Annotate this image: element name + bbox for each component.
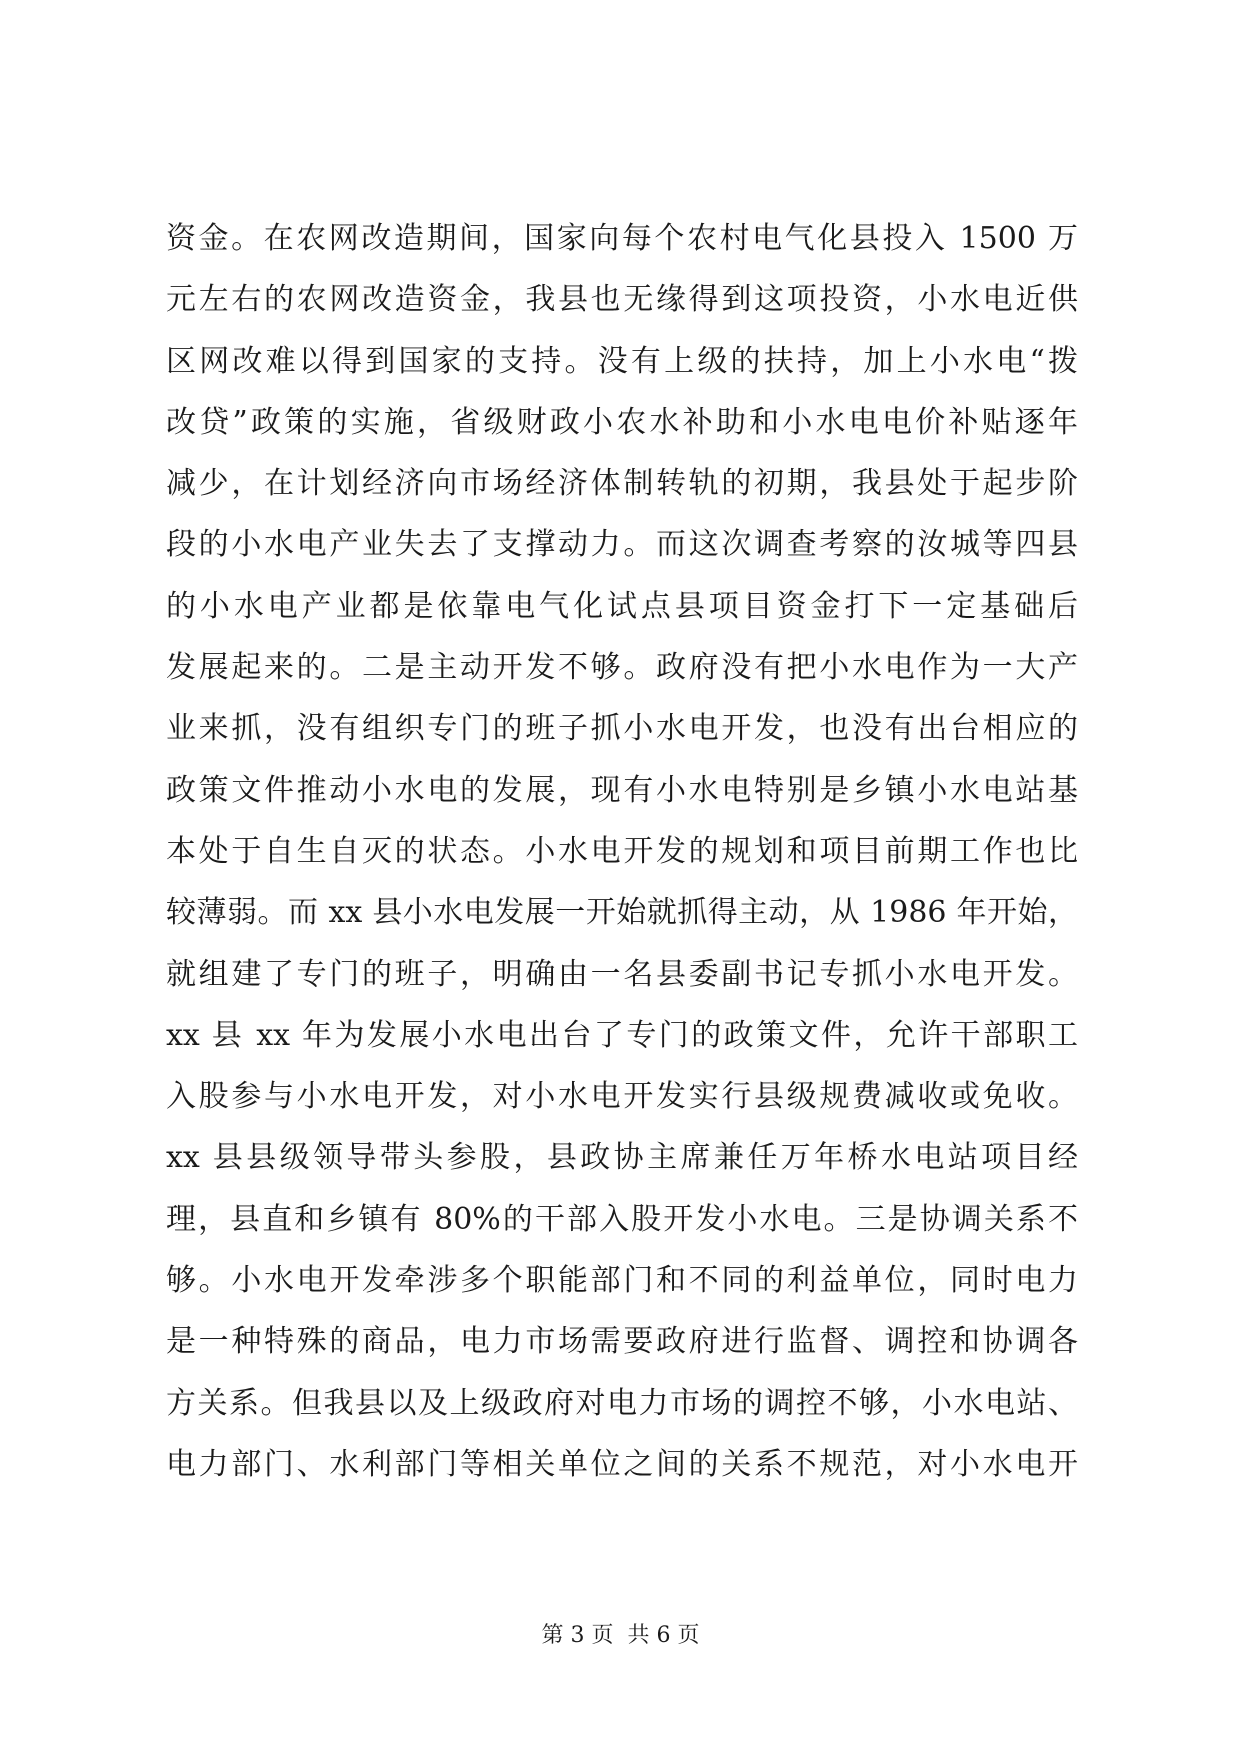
text-line: xx 县县级领导带头参股，县政协主席兼任万年桥水电站项目经 [166, 1140, 1078, 1176]
text-line: 较薄弱。而 xx 县小水电发展一开始就抓得主动，从 1986 年开始， [166, 895, 1078, 931]
text-line: 本处于自生自灭的状态。小水电开发的规划和项目前期工作也比 [166, 833, 1078, 869]
text-line: 改贷”政策的实施，省级财政小农水补助和小水电电价补贴逐年 [166, 404, 1078, 440]
text-line: 是一种特殊的商品，电力市场需要政府进行监督、调控和协调各 [166, 1324, 1078, 1360]
page-footer [0, 1618, 1241, 1649]
text-line: 的小水电产业都是依靠电气化试点县项目资金打下一定基础后 [166, 588, 1078, 624]
text-line: 入股参与小水电开发，对小水电开发实行县级规费减收或免收。 [166, 1079, 1078, 1115]
text-line: 元左右的农网改造资金，我县也无缘得到这项投资，小水电近供 [166, 282, 1078, 318]
body-text [166, 208, 1078, 1495]
page-total: 共 6 页 [627, 1623, 700, 1648]
text-line: 方关系。但我县以及上级政府对电力市场的调控不够，小水电站、 [166, 1385, 1078, 1421]
text-line: 电力部门、水利部门等相关单位之间的关系不规范，对小水电开 [166, 1446, 1078, 1482]
text-line: 政策文件推动小水电的发展，现有小水电特别是乡镇小水电站基 [166, 772, 1078, 808]
text-line: 资金。在农网改造期间，国家向每个农村电气化县投入 1500 万 [166, 221, 1078, 256]
text-line: 区网改难以得到国家的支持。没有上级的扶持，加上小水电“拨 [166, 343, 1078, 379]
text-line: 够。小水电开发牵涉多个职能部门和不同的利益单位，同时电力 [166, 1263, 1078, 1299]
page-number: 第 3 页 [541, 1623, 614, 1648]
text-line: xx 县 xx 年为发展小水电出台了专门的政策文件，允许干部职工 [166, 1017, 1078, 1053]
text-line: 理，县直和乡镇有 80%的干部入股开发小水电。三是协调关系不 [166, 1201, 1078, 1237]
text-line: 业来抓，没有组织专门的班子抓小水电开发，也没有出台相应的 [166, 711, 1078, 747]
text-line: 减少，在计划经济向市场经济体制转轨的初期，我县处于起步阶 [166, 466, 1078, 502]
text-line: 发展起来的。二是主动开发不够。政府没有把小水电作为一大产 [166, 650, 1078, 686]
text-line: 就组建了专门的班子，明确由一名县委副书记专抓小水电开发。 [166, 956, 1078, 992]
text-line: 段的小水电产业失去了支撑动力。而这次调查考察的汝城等四县 [166, 527, 1078, 563]
